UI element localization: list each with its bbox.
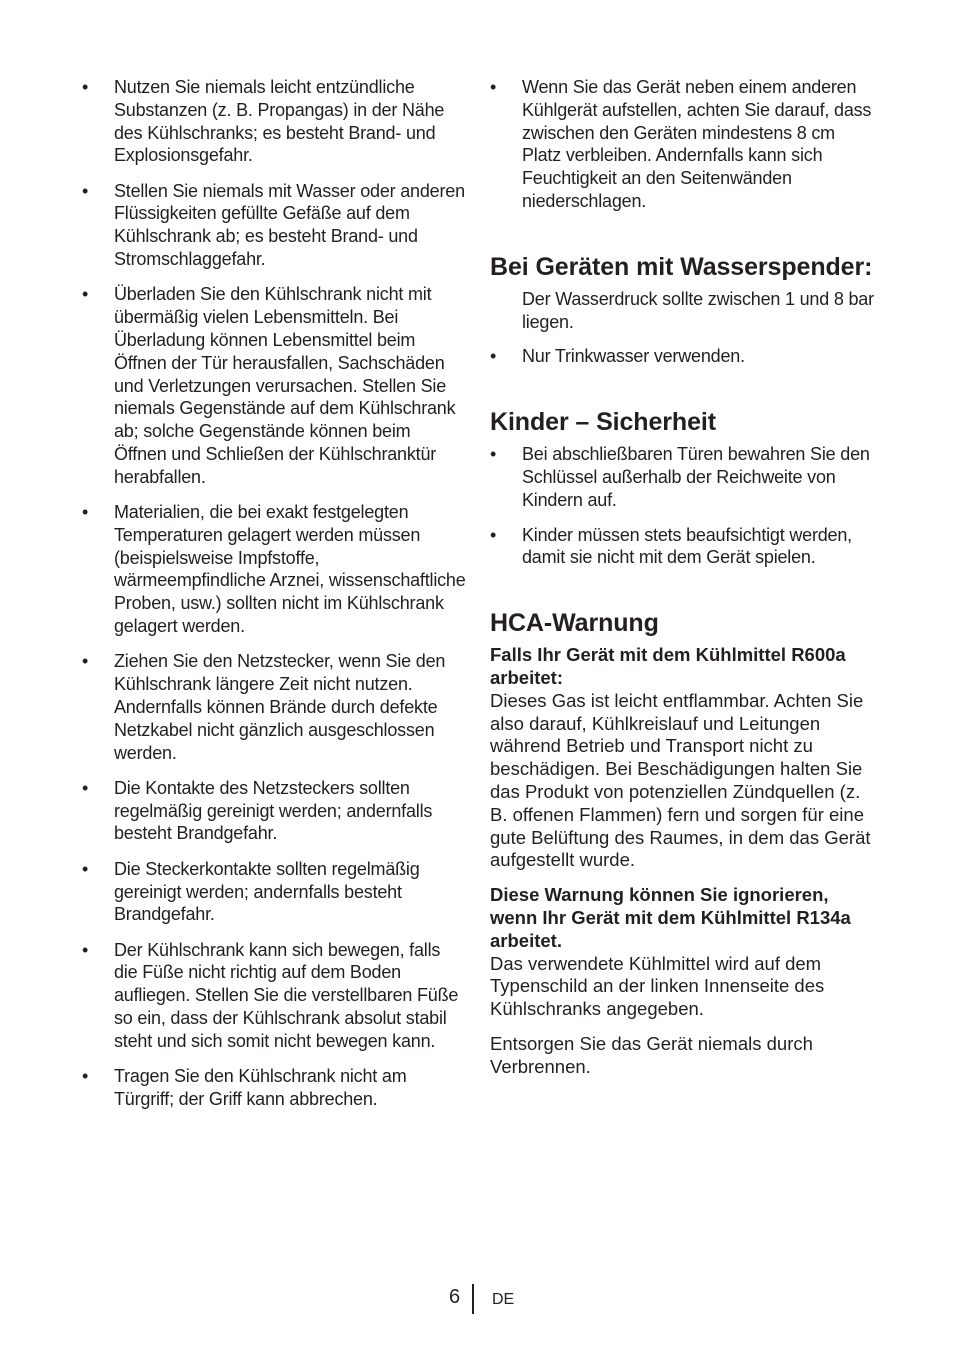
list-item <box>82 1065 466 1111</box>
child-safety-list <box>490 443 875 569</box>
bullet-icon: • <box>490 346 497 367</box>
bullet-icon: • <box>82 180 89 201</box>
hca-r600a-text: Dieses Gas ist leicht entflammbar. Achten Sie also darauf, Kühlkreislauf und Leitungen während Betrieb und Transport nicht zu beschädigen. Bei Beschädigungen halten Sie das Produkt von potenziellen Zündquellen (z. B. offenen Flammen) fern und sorgen für eine gute Belüftung des Raumes, in dem das Gerät aufgestellt wurde. <box>490 689 871 871</box>
list-item <box>82 283 466 488</box>
bullet-icon: • <box>82 651 89 672</box>
right-column <box>490 76 875 1079</box>
hca-r134a-heading: Diese Warnung können Sie ignorieren, wenn Ihr Gerät mit dem Kühlmittel R134a arbeitet. <box>490 884 851 951</box>
list-item-text: Nur Trinkwasser verwenden. <box>522 346 745 367</box>
list-item-text: Die Kontakte des Netzsteckers sollten regelmäßig gereinigt werden; andernfalls besteht Brandgefahr. <box>114 777 433 844</box>
water-dispenser-heading: Bei Geräten mit Wasserspender: <box>490 252 873 281</box>
list-item-text: Materialien, die bei exakt festgelegten Temperaturen gelagert werden müssen (beispielsweise Impfstoffe, wärmeempfindliche Arznei, wissenschaftliche Proben, usw.) sollten nicht im Kühlschrank gelagert werden. <box>114 502 466 637</box>
list-item <box>82 939 466 1053</box>
list-item <box>82 777 466 845</box>
water-bullet-list <box>490 345 875 368</box>
list-item-text: Der Kühlschrank kann sich bewegen, falls die Füße nicht richtig auf dem Boden aufliegen. Stellen Sie die verstellbaren Füße so ein, dass der Kühlschrank absolut stabil steht und sich somit nicht bewegen kann. <box>114 939 459 1051</box>
disposal-text: Entsorgen Sie das Gerät niemals durch Verbrennen. <box>490 1032 813 1077</box>
left-bullet-list <box>82 76 466 1111</box>
list-item-text: Kinder müssen stets beaufsichtigt werden, damit sie nicht mit dem Gerät spielen. <box>522 524 852 568</box>
bullet-icon: • <box>82 939 89 960</box>
list-item <box>82 858 466 926</box>
footer-divider <box>472 1284 474 1314</box>
top-bullet-list <box>490 76 875 213</box>
language-code: DE <box>492 1291 515 1308</box>
list-item <box>82 650 466 764</box>
list-item-text: Ziehen Sie den Netzstecker, wenn Sie den Kühlschrank längere Zeit nicht nutzen. Andernfalls können Brände durch defekte Netzkabel nicht gänzlich ausgeschlossen werden. <box>114 651 446 763</box>
list-item-text: Die Steckerkontakte sollten regelmäßig gereinigt werden; andernfalls besteht Brandgefahr. <box>114 858 420 925</box>
hca-warning-heading: HCA-Warnung <box>490 609 659 638</box>
list-item <box>82 76 466 167</box>
bullet-icon: • <box>82 284 89 305</box>
list-item-text: Überladen Sie den Kühlschrank nicht mit übermäßig vielen Lebensmitteln. Bei Überladung können Lebensmittel beim Öffnen der Tür herausfallen, Sachschäden und Verletzungen verursachen. Stellen Sie niemals Gegenstände auf dem Kühlschrank ab; solche Gegenstände können beim Öffnen und Schließen der Kühlschranktür herabfallen. <box>114 284 456 487</box>
water-pressure-text: Der Wasserdruck sollte zwischen 1 und 8 bar liegen. <box>522 288 874 332</box>
list-item-text: Wenn Sie das Gerät neben einem anderen Kühlgerät aufstellen, achten Sie darauf, dass zwischen den Geräten mindestens 8 cm Platz verbleiben. Andernfalls kann sich Feuchtigkeit an den Seitenwänden niederschlagen. <box>522 77 872 211</box>
bullet-icon: • <box>82 77 89 97</box>
page-number: 6 <box>449 1286 461 1308</box>
bullet-icon: • <box>490 444 497 465</box>
list-item <box>82 180 466 271</box>
page-footer <box>0 1284 954 1314</box>
bullet-icon: • <box>82 1066 89 1087</box>
list-item <box>490 443 875 511</box>
list-item <box>490 76 875 213</box>
list-item <box>82 501 466 638</box>
bullet-icon: • <box>82 858 89 879</box>
bullet-icon: • <box>490 77 497 97</box>
bullet-icon: • <box>82 777 89 798</box>
left-column <box>82 76 466 1123</box>
child-safety-heading: Kinder – Sicherheit <box>490 408 716 437</box>
list-item <box>490 345 875 368</box>
list-item <box>490 524 875 570</box>
list-item-text: Tragen Sie den Kühlschrank nicht am Türgriff; der Griff kann abbrechen. <box>114 1066 407 1109</box>
list-item-text: Bei abschließbaren Türen bewahren Sie den Schlüssel außerhalb der Reichweite von Kindern auf. <box>522 444 870 510</box>
list-item-text: Stellen Sie niemals mit Wasser oder anderen Flüssigkeiten gefüllte Gefäße auf dem Kühlschrank ab; es besteht Brand- und Stromschlaggefahr. <box>114 180 465 270</box>
bullet-icon: • <box>82 502 89 523</box>
list-item-text: Nutzen Sie niemals leicht entzündliche Substanzen (z. B. Propangas) in der Nähe des Kühlschranks; es besteht Brand- und Explosionsgefahr. <box>114 77 445 166</box>
hca-refrigerant-text: Das verwendete Kühlmittel wird auf dem Typenschild an der linken Innenseite des Kühlschranks angegeben. <box>490 952 825 1020</box>
bullet-icon: • <box>490 524 497 545</box>
hca-r600a-heading: Falls Ihr Gerät mit dem Kühlmittel R600a arbeitet: <box>490 644 846 688</box>
